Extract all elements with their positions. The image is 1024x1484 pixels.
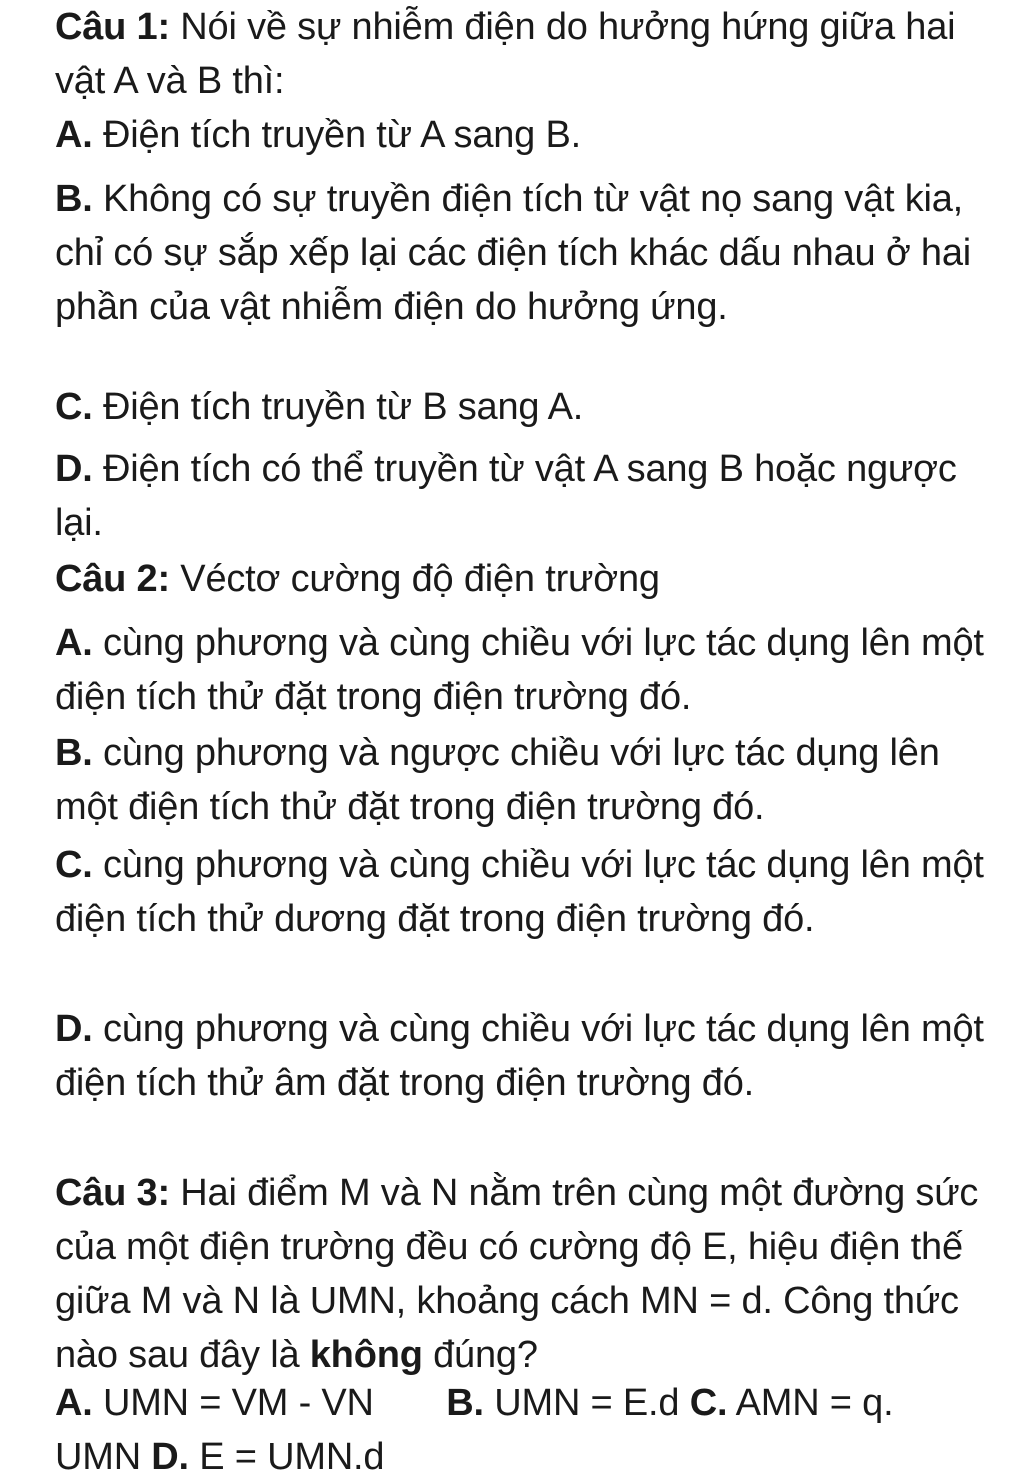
- option-text: cùng phương và ngược chiều với lực tác dụng lên một điện tích thử đặt trong điện trường đó.: [55, 732, 940, 828]
- question-1-option-b: [55, 172, 985, 334]
- question-2-text: Véctơ cường độ điện trường: [169, 558, 660, 600]
- question-3-text-before: Hai điểm M và N nằm trên cùng một đường sức của một điện trường đều có cường độ E, hiệu điện thế giữa M và N là UMN, khoảng cách MN = d. Công thức nào sau đây là: [55, 1172, 979, 1376]
- question-3-label: Câu 3:: [55, 1172, 170, 1214]
- question-1-option-d: [55, 442, 985, 550]
- option-letter: A.: [55, 622, 93, 664]
- option-d-text: E = UMN.d: [188, 1436, 385, 1478]
- option-c-text: AMN = q. UMN: [55, 1382, 894, 1478]
- question-3: [55, 1166, 985, 1382]
- question-1-option-c: [55, 380, 985, 434]
- question-2-option-a: [55, 616, 985, 724]
- option-letter: D.: [151, 1436, 189, 1478]
- question-1: [55, 0, 985, 108]
- option-text: Không có sự truyền điện tích từ vật nọ sang vật kia, chỉ có sự sắp xếp lại các điện tích khác dấu nhau ở hai phần của vật nhiễm điện do hưởng ứng.: [55, 178, 972, 328]
- option-letter: C.: [55, 844, 93, 886]
- option-letter: B.: [55, 178, 93, 220]
- option-letter: B.: [55, 732, 93, 774]
- option-letter: D.: [55, 1008, 93, 1050]
- question-3-text-after: đúng?: [422, 1334, 538, 1376]
- option-text: cùng phương và cùng chiều với lực tác dụng lên một điện tích thử âm đặt trong điện trường đó.: [55, 1008, 984, 1104]
- option-text: cùng phương và cùng chiều với lực tác dụng lên một điện tích thử đặt trong điện trường đó.: [55, 622, 984, 718]
- option-text: cùng phương và cùng chiều với lực tác dụng lên một điện tích thử dương đặt trong điện trường đó.: [55, 844, 984, 940]
- option-b-text: UMN = E.d: [483, 1382, 690, 1424]
- option-letter: A.: [55, 1382, 93, 1424]
- option-text: Điện tích truyền từ B sang A.: [92, 386, 584, 428]
- question-2-option-b: [55, 726, 985, 834]
- option-text: Điện tích truyền từ A sang B.: [92, 114, 581, 156]
- option-letter: B.: [446, 1382, 484, 1424]
- question-2-label: Câu 2:: [55, 558, 170, 600]
- option-a-text: UMN = VM - VN: [92, 1382, 374, 1424]
- question-1-text: Nói về sự nhiễm điện do hưởng hứng giữa hai vật A và B thì:: [55, 6, 956, 102]
- option-letter: A.: [55, 114, 93, 156]
- option-letter: D.: [55, 448, 93, 490]
- question-2: [55, 552, 985, 606]
- question-2-option-c: [55, 838, 985, 946]
- question-2-option-d: [55, 1002, 985, 1110]
- option-text: Điện tích có thể truyền từ vật A sang B hoặc ngược lại.: [55, 448, 957, 544]
- question-1-label: Câu 1:: [55, 6, 170, 48]
- option-letter: C.: [689, 1382, 728, 1424]
- option-spacer: [374, 1382, 447, 1424]
- option-letter: C.: [55, 386, 93, 428]
- question-3-emphasis: không: [309, 1334, 423, 1376]
- question-1-option-a: [55, 108, 985, 162]
- question-3-options-line: [55, 1376, 985, 1484]
